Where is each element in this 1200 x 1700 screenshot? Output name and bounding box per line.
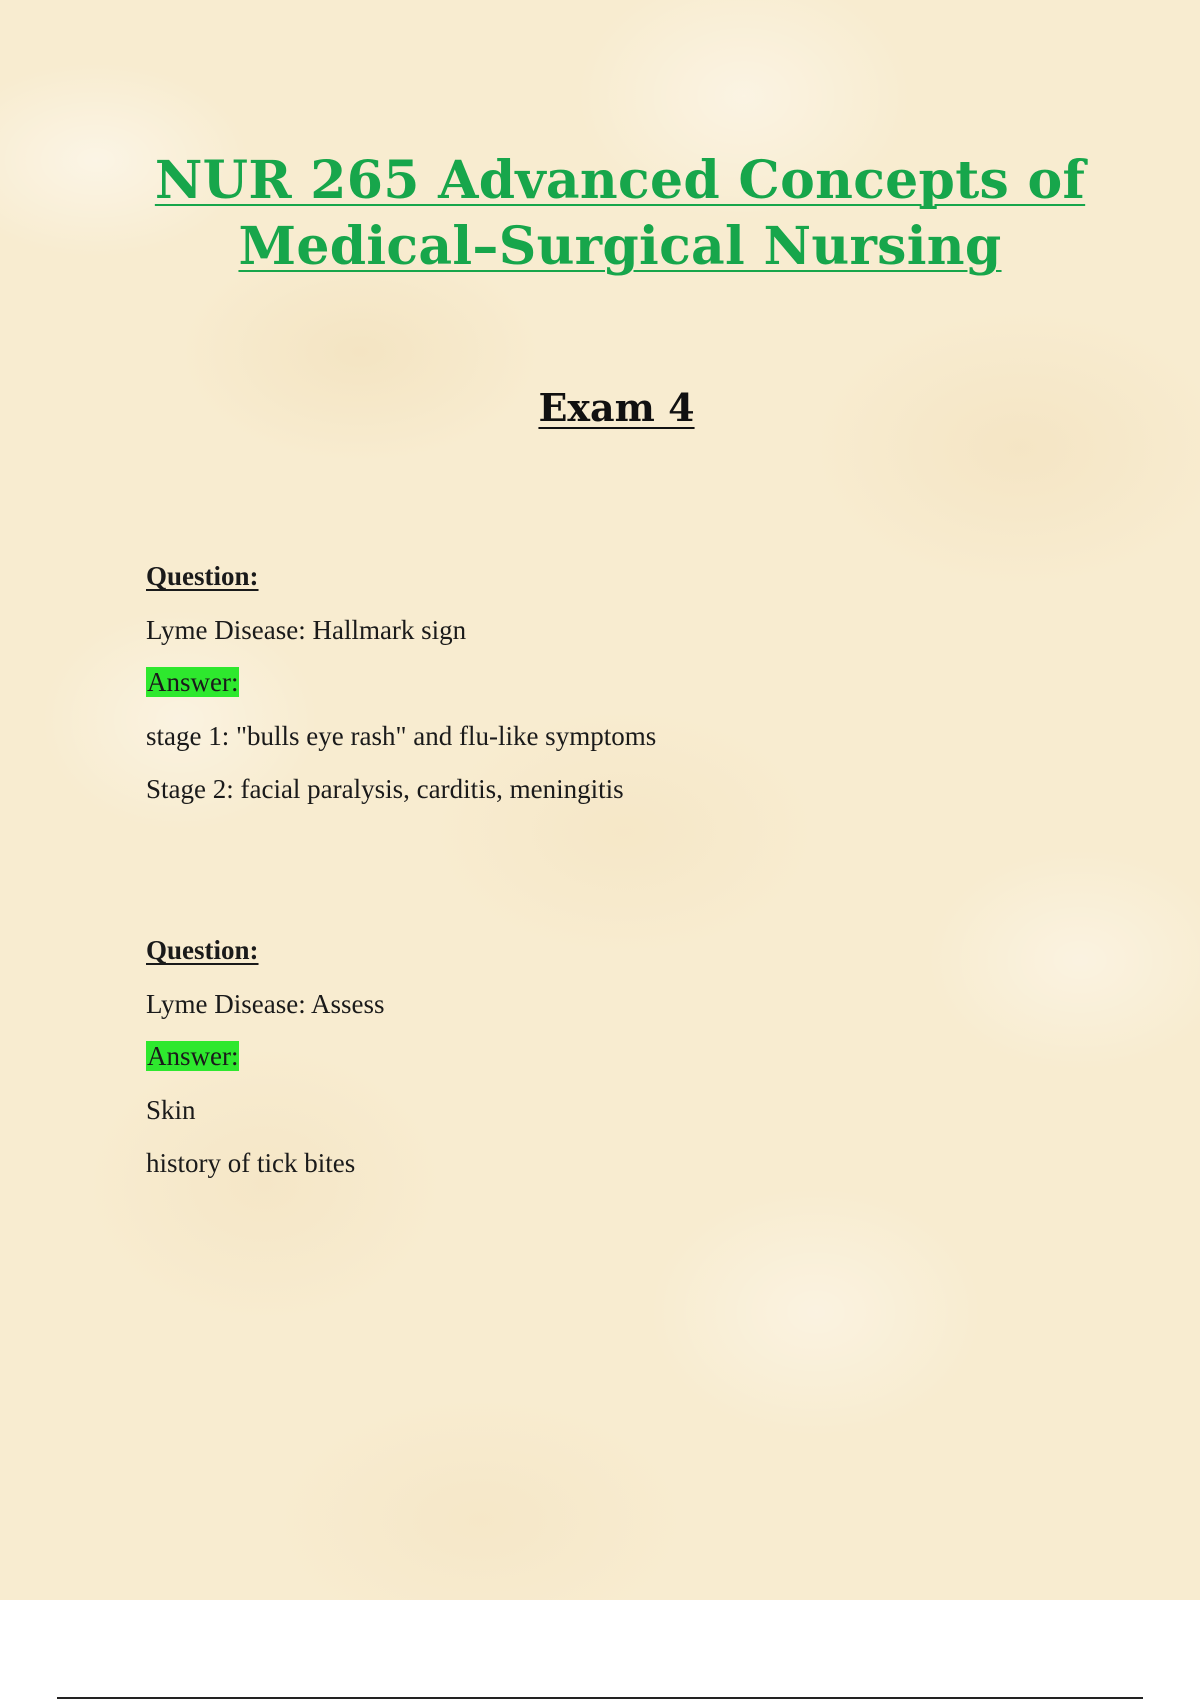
- footer-divider: [57, 1697, 1143, 1699]
- question-label: Question:: [146, 561, 259, 591]
- answer-label: Answer:: [147, 1041, 239, 1071]
- document-title: [100, 148, 1140, 280]
- answer-line: stage 1: "bulls eye rash" and flu-like symptoms: [146, 721, 657, 751]
- question-label: Question:: [146, 935, 259, 965]
- exam-heading: Exam 4: [538, 385, 695, 430]
- answer-line: history of tick bites: [146, 1148, 356, 1178]
- document-title-line-2: Medical–Surgical Nursing: [238, 216, 1002, 277]
- answer-label: Answer:: [147, 667, 239, 697]
- question-text: Lyme Disease: Assess: [146, 989, 385, 1019]
- question-text: Lyme Disease: Hallmark sign: [146, 615, 467, 645]
- answer-line: Skin: [146, 1095, 196, 1125]
- answer-line: Stage 2: facial paralysis, carditis, meningitis: [146, 774, 624, 804]
- document-title-line-1: NUR 265 Advanced Concepts of: [154, 150, 1086, 211]
